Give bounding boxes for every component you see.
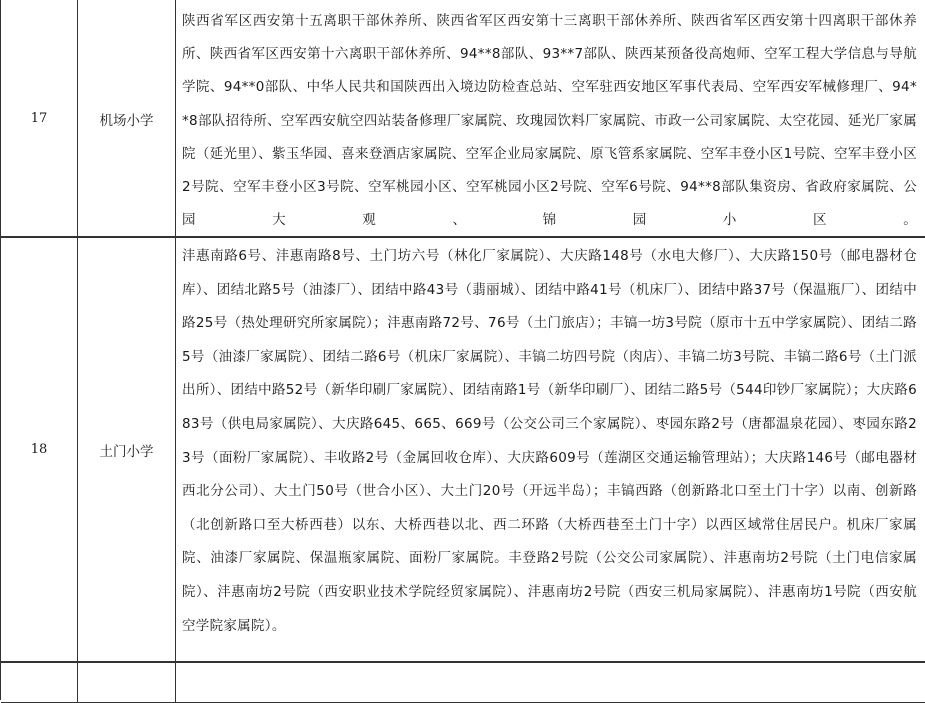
table-row-partial <box>1 661 925 703</box>
school-name <box>78 662 176 702</box>
school-name: 机场小学 <box>78 0 176 237</box>
enrollment-scope: 沣惠南路6号、沣惠南路8号、土门坊六号（林化厂家属院）、大庆路148号（水电大修厂）、大庆路150号（邮电器材仓库）、团结北路5号（油漆厂）、团结中路43号（翡丽城）、团结中路41号（机床厂）、团结中路37号（保温瓶厂）、团结中路25号（热处理研究所家属院）；沣惠南路72号、76号（土门旅店）；丰镐一坊3号院（原市十五中学家属院）、团结二路5号（油漆厂家属院）、团结二路6号（机床厂家属院）、丰镐二坊四号院（肉店）、丰镐二坊3号院、丰镐二路6号（土门派出所）、团结中路52号（新华印刷厂家属院）、团结南路1号（新华印刷厂）、团结二路5号（544印钞厂家属院）；大庆路683号（供电局家属院）、大庆路645、665、669号（公交公司三个家属院）、枣园东路2号（唐都温泉花园）、枣园东路23号（面粉厂家属院）、丰收路2号（金属回收仓库）、大庆路609号（莲湖区交通运输管理站）；大庆路146号（邮电器材西北分公司）、大土门50号（世合小区）、大土门20号（开远半岛）；丰镐西路（创新路北口至土门十字）以南、创新路（北创新路口至大桥西巷）以东、大桥西巷以北、西二环路（大桥西巷至土门十字）以西区域常住居民户。机床厂家属院、油漆厂家属院、保温瓶家属院、面粉厂家属院。丰登路2号院（公交公司家属院）、沣惠南坊2号院（土门电信家属院）、沣惠南坊2号院（西安职业技术学院经贸家属院）、沣惠南坊2号院（西安三机局家属院）、沣惠南坊1号院（西安航空学院家属院）。 <box>182 248 917 634</box>
table-row <box>1 236 925 663</box>
row-number: 17 <box>1 0 78 237</box>
table-row <box>1 0 925 238</box>
row-number <box>1 662 78 702</box>
enrollment-scope <box>176 662 925 702</box>
row-number: 18 <box>1 237 78 662</box>
enrollment-scope: 陕西省军区西安第十五离职干部休养所、陕西省军区西安第十三离职干部休养所、陕西省军区西安第十四离职干部休养所、陕西省军区西安第十六离职干部休养所、94**8部队、93**7部队、陕西某预备役高炮师、空军工程大学信息与导航学院、94**0部队、中华人民共和国陕西出入境边防检查总站、空军驻西安地区军事代表局、空军西安军械修理厂、94**8部队招待所、空军西安航空四站装备修理厂家属院、玫瑰园饮料厂家属院、市政一公司家属院、太空花园、延光厂家属院（延光里）、紫玉华园、喜来登酒店家属院、空军企业局家属院、原飞管系家属院、空军丰登小区1号院、空军丰登小区2号院、空军丰登小区3号院、空军桃园小区、空军桃园小区2号院、空军6号院、94**8部队集资房、省政府家属院、公园大观、锦园小区。 <box>182 13 917 229</box>
school-name: 土门小学 <box>78 237 176 662</box>
